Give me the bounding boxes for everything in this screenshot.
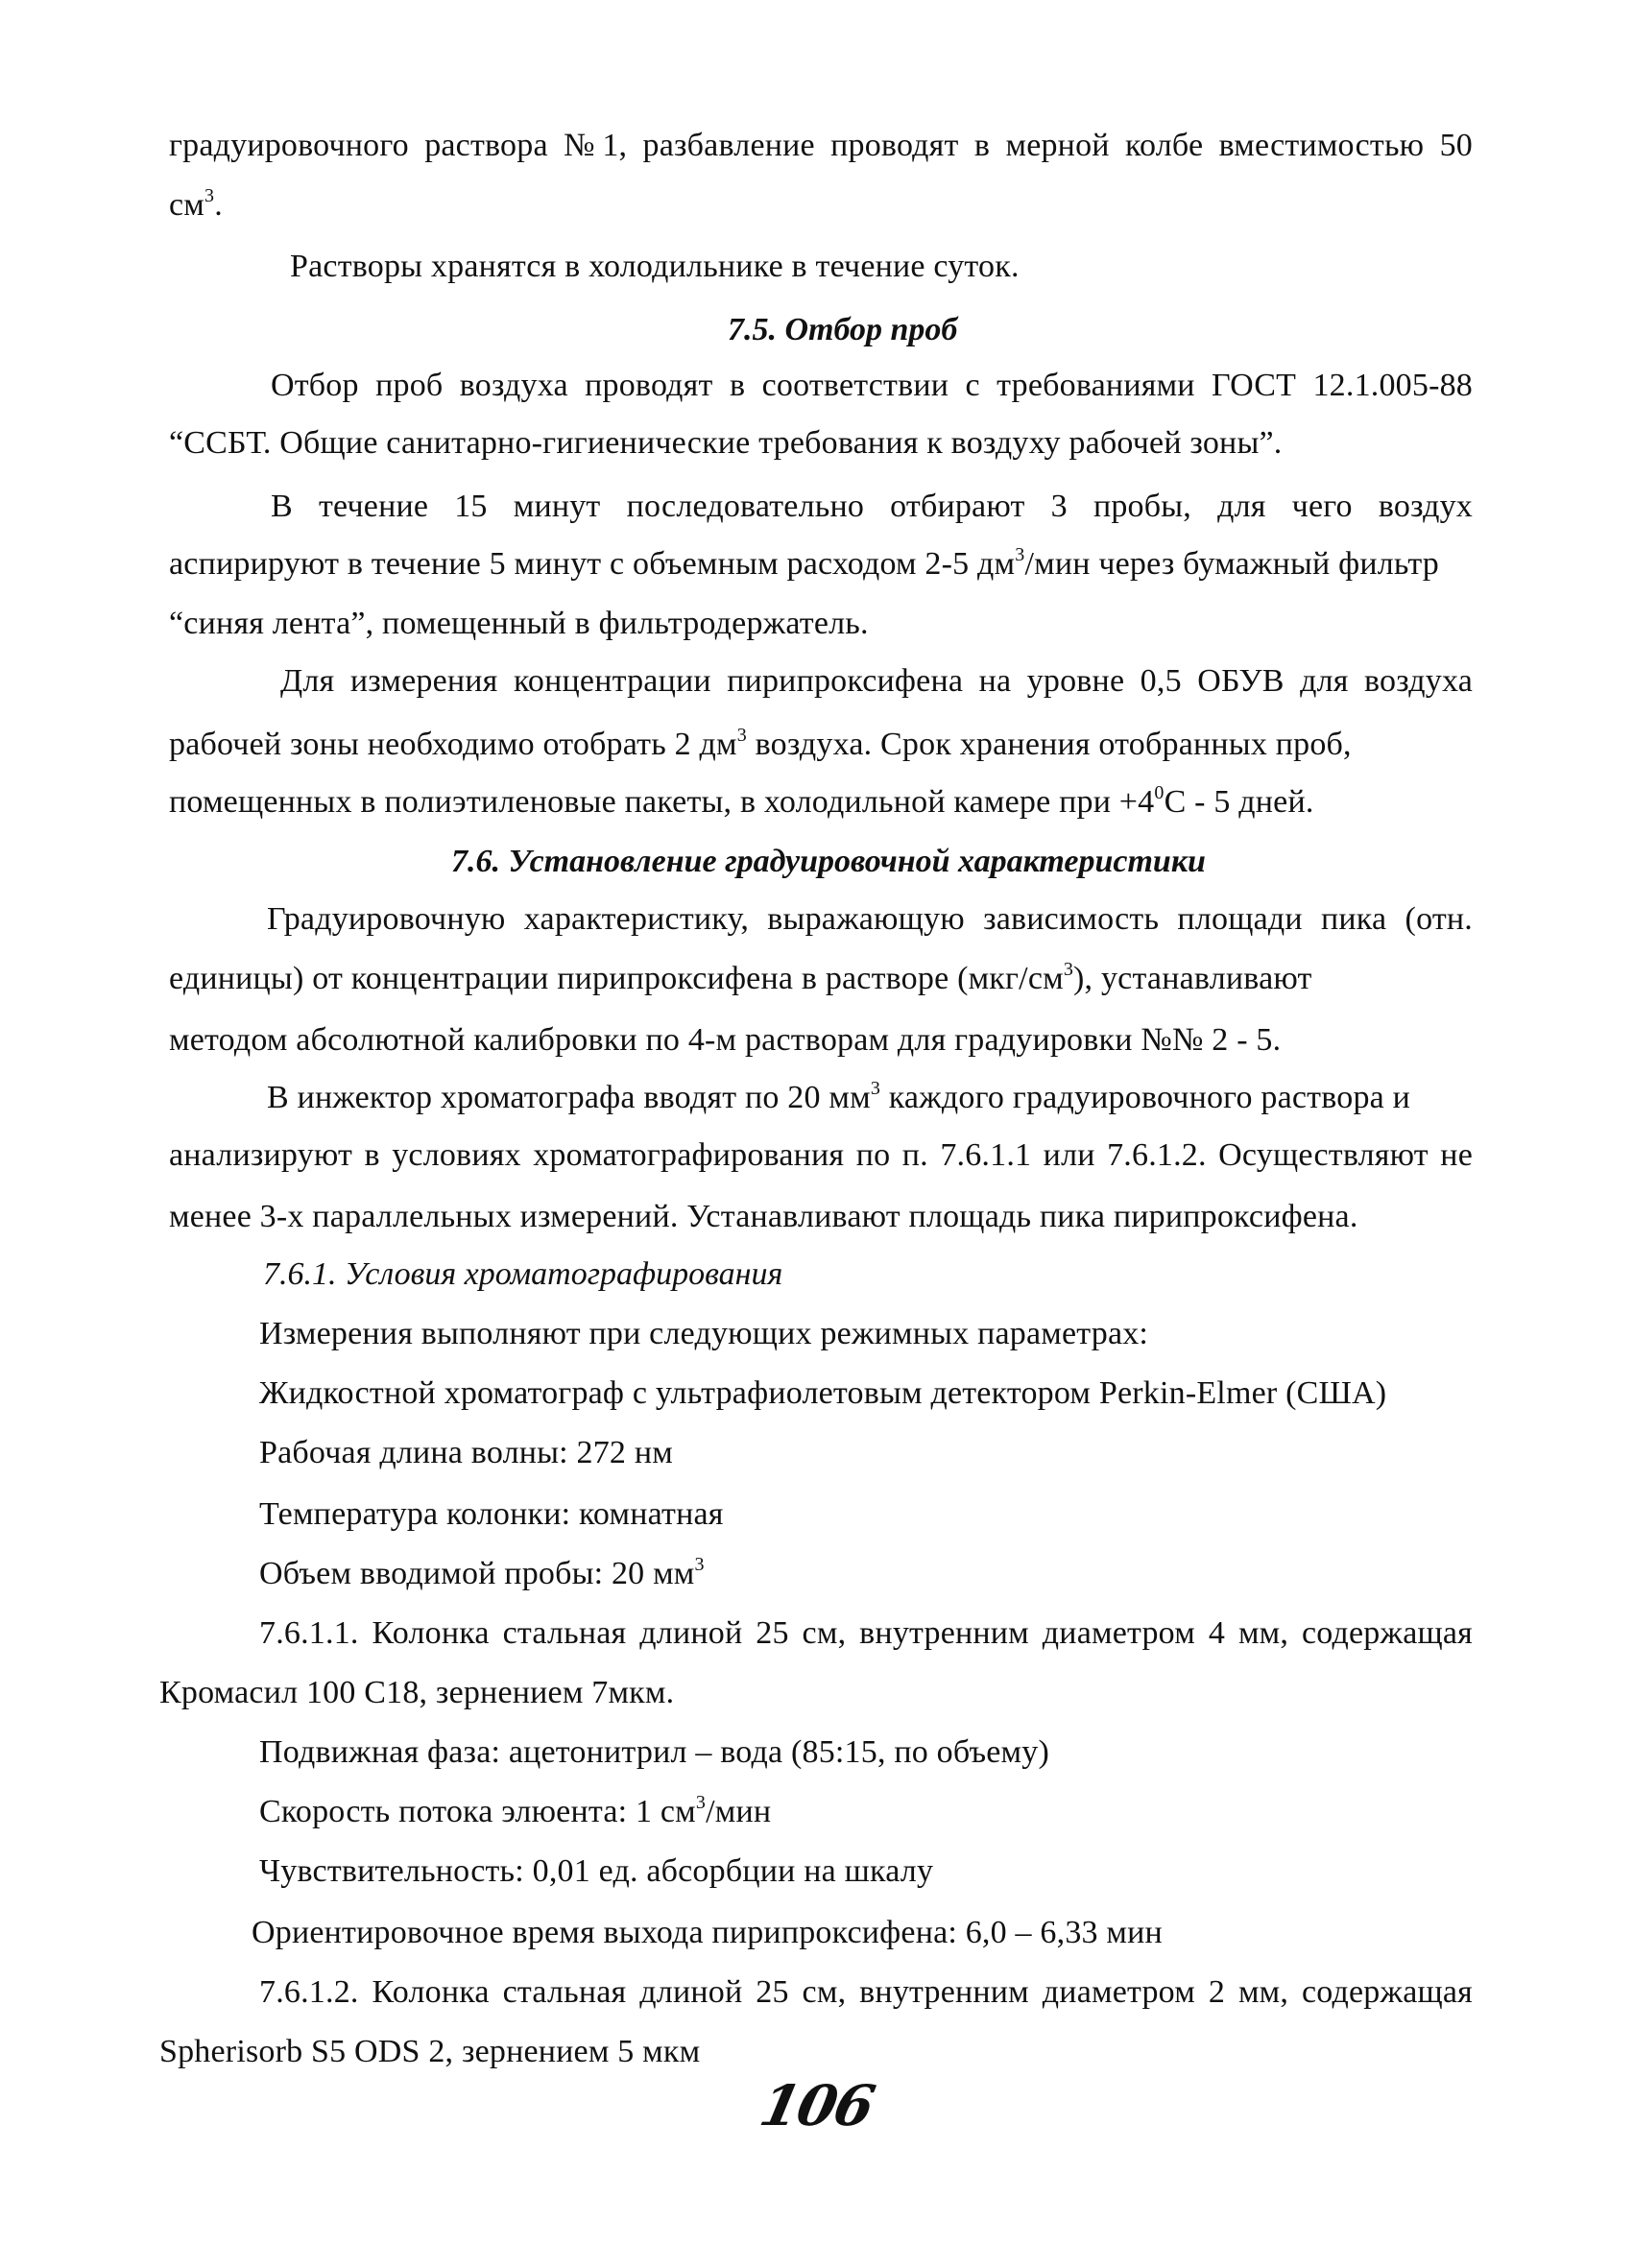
section-heading-7-5: 7.5. Отбор проб	[728, 312, 958, 347]
p7-line-2: анализируют в условиях хроматографирования по п. 7.6.1.1 или 7.6.1.2. Осуществляют не	[169, 1137, 1473, 1173]
p3-line-2: “ССБТ. Общие санитарно-гигиенические требования к воздуху рабочей зоны”.	[169, 425, 1283, 461]
params-intro: Измерения выполняют при следующих режимных параметрах:	[259, 1316, 1149, 1351]
p1-line-1: градуировочного раствора №1, разбавление проводят в мерной колбе вместимостью 50	[169, 128, 1473, 163]
page-number: 106	[754, 2073, 879, 2138]
storage-note: Растворы хранятся в холодильнике в течение суток.	[290, 249, 1020, 284]
subsection-heading-7-6-1: 7.6.1. Условия хроматографирования	[263, 1256, 783, 1292]
p3-line-1: Отбор проб воздуха проводят в соответствии с требованиями ГОСТ 12.1.005-88	[271, 368, 1473, 403]
p4-line-2: аспирируют в течение 5 минут с объемным расходом 2-5 $дм^3$/мин через бумажный фильтр	[169, 544, 1439, 582]
column-7-6-1-2-line-2: Spherisorb S5 ODS 2, зернением 5 мкм	[159, 2034, 701, 2069]
params-device: Жидкостной хроматограф с ультрафиолетовым детектором Perkin-Elmer (США)	[259, 1375, 1387, 1411]
p7-line-1: В инжектор хроматографа вводят по 20 $мм^3$ каждого градуировочного раствора и	[267, 1078, 1411, 1115]
flow-rate: Скорость потока элюента: 1 $см^3$/мин	[259, 1792, 772, 1829]
mobile-phase: Подвижная фаза: ацетонитрил – вода (85:15, по объему)	[259, 1734, 1049, 1770]
column-7-6-1-1-line-1: 7.6.1.1. Колонка стальная длиной 25 см, внутренним диаметром 4 мм, содержащая	[259, 1615, 1473, 1651]
p4-line-1: В течение 15 минут последовательно отбирают 3 пробы, для чего воздух	[271, 489, 1473, 524]
params-wavelength: Рабочая длина волны: 272 нм	[259, 1435, 673, 1470]
p6-line-2: единицы) от концентрации пирипроксифена в растворе $(мкг/см^3)$, устанавливают	[169, 959, 1312, 996]
p7-line-3: менее 3-х параллельных измерений. Устанавливают площадь пика пирипроксифена.	[169, 1199, 1358, 1234]
p6-line-3: методом абсолютной калибровки по 4-м растворам для градуировки №№ 2 - 5.	[169, 1022, 1282, 1058]
section-heading-7-6: 7.6. Установление градуировочной характеристики	[451, 844, 1206, 879]
p1-line-2: $см^3$.	[169, 185, 223, 223]
column-7-6-1-2-line-1: 7.6.1.2. Колонка стальная длиной 25 см, внутренним диаметром 2 мм, содержащая	[259, 1974, 1473, 2010]
params-volume: Объем вводимой пробы: 20 $мм^3$	[259, 1554, 705, 1591]
p5-line-3: помещенных в полиэтиленовые пакеты, в холодильной камере при $+4^0С - 5$ дней.	[169, 782, 1314, 820]
p5-line-1: Для измерения концентрации пирипроксифена на уровне 0,5 ОБУВ для воздуха	[280, 663, 1473, 699]
retention-time: Ориентировочное время выхода пирипроксифена: 6,0 – 6,33 мин	[252, 1915, 1163, 1950]
column-7-6-1-1-line-2: Кромасил 100 С18, зернением 7мкм.	[159, 1675, 675, 1710]
params-temperature: Температура колонки: комнатная	[259, 1496, 724, 1532]
p4-line-3: “синяя лента”, помещенный в фильтродержатель.	[169, 606, 869, 641]
sensitivity: Чувствительность: 0,01 ед. абсорбции на шкалу	[259, 1853, 934, 1889]
p6-line-1: Градуировочную характеристику, выражающую зависимость площади пика (отн.	[267, 901, 1473, 937]
p5-line-2: рабочей зоны необходимо отобрать 2 $дм^3$ воздуха. Срок хранения отобранных проб,	[169, 725, 1352, 762]
